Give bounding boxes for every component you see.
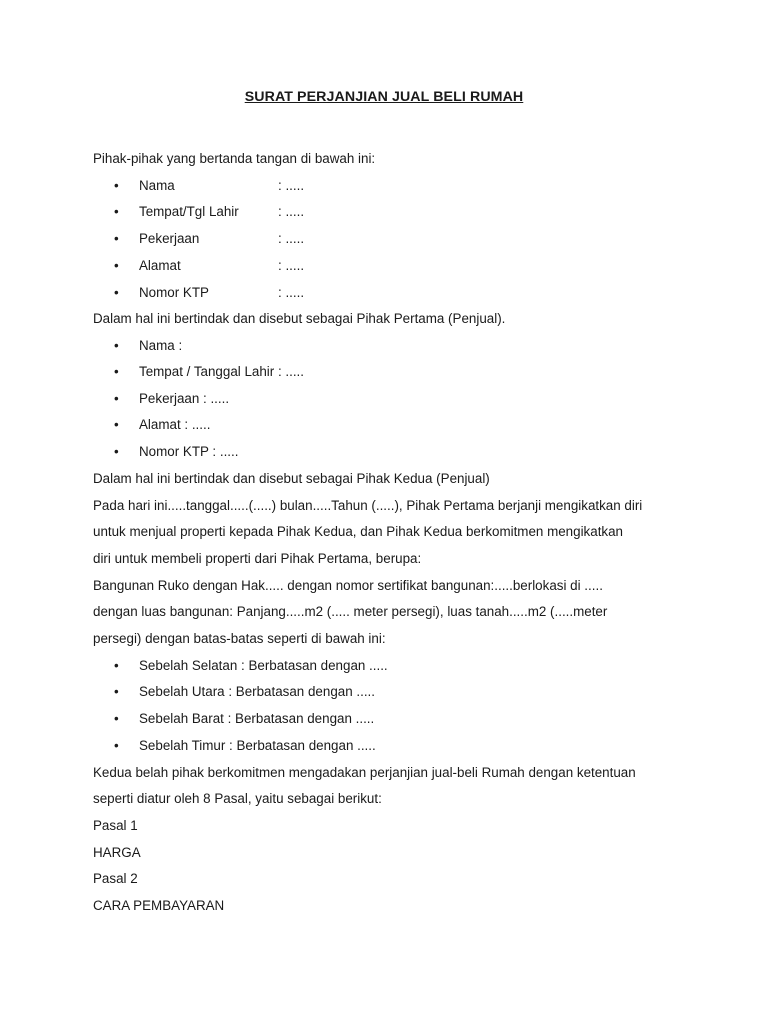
bullet-icon: • (114, 285, 119, 300)
bullet-icon: • (114, 391, 119, 406)
party1-field-label: Tempat/Tgl Lahir (139, 204, 239, 219)
commitment-line: seperti diatur oleh 8 Pasal, yaitu sebagai berikut: (93, 791, 382, 806)
party2-role-text: Dalam hal ini bertindak dan disebut sebagai Pihak Kedua (Penjual) (93, 471, 490, 486)
property-line: dengan luas bangunan: Panjang.....m2 (..... meter persegi), luas tanah.....m2 (.....meter (93, 604, 608, 619)
party1-field-label: Nama (139, 178, 175, 193)
party2-field: Pekerjaan : ..... (139, 391, 230, 406)
bullet-icon: • (114, 364, 119, 379)
party1-role-text: Dalam hal ini bertindak dan disebut sebagai Pihak Pertama (Penjual). (93, 311, 506, 326)
article-number: Pasal 2 (93, 871, 138, 886)
party1-field-value: : ..... (278, 231, 305, 246)
intro-text: Pihak-pihak yang bertanda tangan di bawah ini: (93, 151, 376, 166)
party1-field-label: Nomor KTP (139, 285, 209, 300)
article-number: Pasal 1 (93, 818, 138, 833)
document-title: SURAT PERJANJIAN JUAL BELI RUMAH (244, 89, 524, 105)
agreement-line: untuk menjual properti kepada Pihak Kedua, dan Pihak Kedua berkomitmen mengikatkan (93, 524, 624, 539)
property-line: persegi) dengan batas-batas seperti di bawah ini: (93, 631, 386, 646)
bullet-icon: • (114, 258, 119, 273)
boundary-item: Sebelah Barat : Berbatasan dengan ..... (139, 711, 375, 726)
bullet-icon: • (114, 738, 119, 753)
bullet-icon: • (114, 711, 119, 726)
bullet-icon: • (114, 684, 119, 699)
party1-field-value: : ..... (278, 285, 305, 300)
party2-field: Tempat / Tanggal Lahir : ..... (139, 364, 304, 379)
bullet-icon: • (114, 338, 119, 353)
agreement-line: Pada hari ini.....tanggal.....(.....) bulan.....Tahun (.....), Pihak Pertama berjanji mengikatkan diri (93, 498, 643, 513)
article-heading: CARA PEMBAYARAN (93, 898, 225, 913)
party2-field: Nama : (139, 338, 183, 353)
boundary-item: Sebelah Utara : Berbatasan dengan ..... (139, 684, 375, 699)
party1-field-label: Alamat (139, 258, 181, 273)
party1-field-value: : ..... (278, 258, 305, 273)
agreement-line: diri untuk membeli properti dari Pihak Pertama, berupa: (93, 551, 422, 566)
party2-field: Nomor KTP : ..... (139, 444, 239, 459)
boundary-item: Sebelah Selatan : Berbatasan dengan ..... (139, 658, 388, 673)
bullet-icon: • (114, 231, 119, 246)
bullet-icon: • (114, 444, 119, 459)
bullet-icon: • (114, 417, 119, 432)
bullet-icon: • (114, 178, 119, 193)
party1-field-value: : ..... (278, 178, 305, 193)
commitment-line: Kedua belah pihak berkomitmen mengadakan perjanjian jual-beli Rumah dengan ketentuan (93, 765, 636, 780)
party2-field: Alamat : ..... (139, 417, 211, 432)
party1-field-label: Pekerjaan (139, 231, 200, 246)
boundary-item: Sebelah Timur : Berbatasan dengan ..... (139, 738, 376, 753)
article-heading: HARGA (93, 845, 141, 860)
bullet-icon: • (114, 658, 119, 673)
property-line: Bangunan Ruko dengan Hak..... dengan nomor sertifikat bangunan:.....berlokasi di ..... (93, 578, 603, 593)
bullet-icon: • (114, 204, 119, 219)
party1-field-value: : ..... (278, 204, 305, 219)
